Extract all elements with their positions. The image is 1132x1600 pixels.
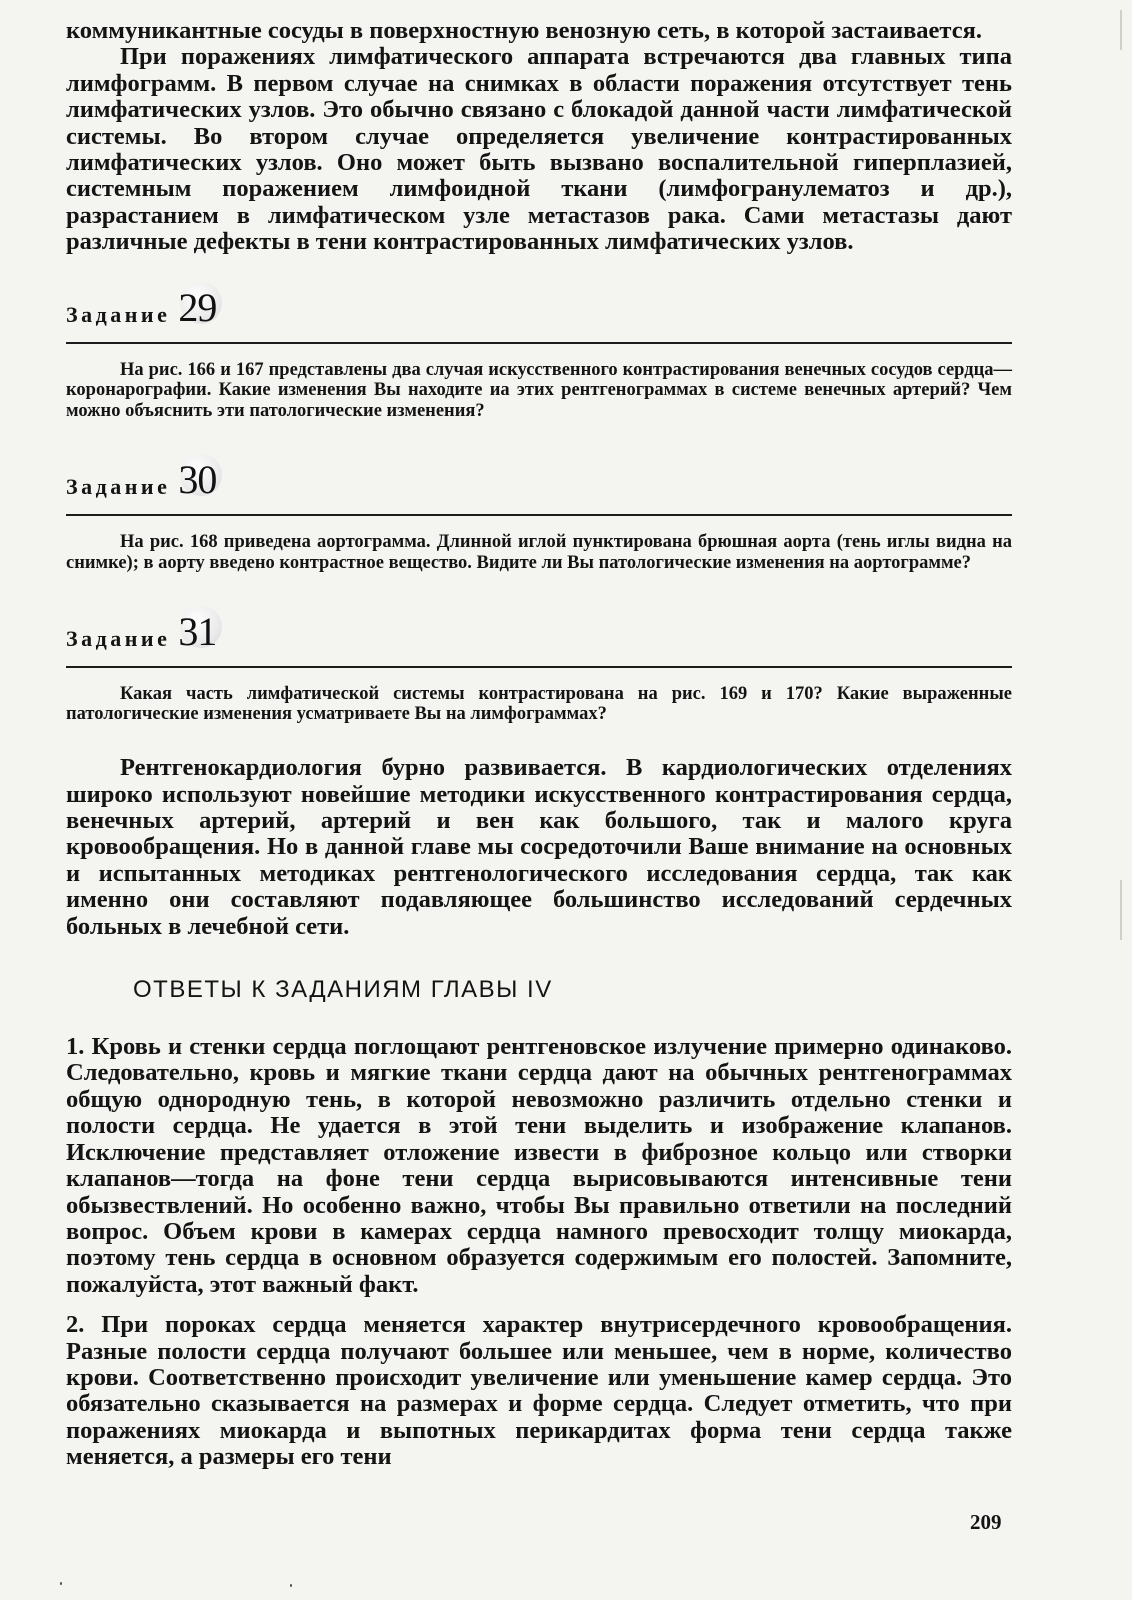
page-content xyxy=(66,18,1012,1471)
answer-number: 1. xyxy=(66,1033,85,1061)
answer-text: При пороках сердца меняется характер внутрисердечного кровообращения. Разные полости сердца получают большее или меньшее, чем в норме, количество крови. Соответственно происходит увеличение или уменьшение камер сердца. Это обязательно сказывается на размерах и форме сердца. Следует отметить, что при поражениях миокарда и выпотных перикардитах форма тени сердца также меняется, а размеры его тени xyxy=(66,1311,1013,1471)
task-number-badge xyxy=(178,454,228,503)
task-number-badge xyxy=(178,606,228,654)
task-label: Задание xyxy=(66,625,171,651)
task-29-text: На рис. 166 и 167 представлены два случая искусственного контрастирования венечных сосудов сердца—коронарографии. Какие изменения Вы находите иа этих рентгенограммах в системе венечных артерий? Чем можно объяснить эти патологические изменения? xyxy=(66,359,1012,422)
task-number: 31 xyxy=(178,608,217,654)
answer-text: Кровь и стенки сердца поглощают рентгеновское излучение примерно одинаково. Следовательно, кровь и мягкие ткани сердца дают на обычных рентгенограммах общую однородную тень, в которой невозможно различить отдельно стенки и полости сердца. Не удается в этой тени выделить и изображение клапанов. Исключение представляет отложение извести в фиброзное кольцо или створки клапанов—тогда на фоне тени сердца вырисовываются интенсивные тени обызвествлений. Но особенно важно, чтобы Вы правильно ответили на последний вопрос. Объем крови в камерах сердца намного превосходит толщу миокарда, поэтому тень сердца в основном образуется содержимым его полостей. Запомните, пожалуйста, этот важный факт. xyxy=(66,1033,1013,1298)
task-number: 30 xyxy=(178,457,217,503)
answer-1 xyxy=(66,1034,1012,1298)
task-label: Задание xyxy=(66,474,171,500)
task-29-heading xyxy=(66,270,1012,344)
scan-speck xyxy=(60,1582,62,1585)
task-30-heading xyxy=(66,442,1012,516)
answer-2 xyxy=(66,1312,1012,1470)
answers-heading: ОТВЕТЫ К ЗАДАНИЯМ ГЛАВЫ IV xyxy=(133,976,553,1004)
task-31-text: Какая часть лимфатической системы контрастирована на рис. 169 и 170? Какие выраженные патологические изменения усматриваете Вы на лимфограммах? xyxy=(66,683,1012,725)
scan-edge-mark xyxy=(1120,880,1122,940)
intro-paragraph-continued: коммуникантные сосуды в поверхностную венозную сеть, в которой застаивается. xyxy=(66,17,983,44)
task-31-heading xyxy=(66,594,1012,668)
closing-paragraph: Рентгенокардиология бурно развивается. В кардиологических отделениях широко используют новейшие методики искусственного контрастирования сердца, венечных артерий, артерий и вен как большого, так и малого круга кровообращения. Но в данной главе мы сосредоточили Ваше внимание на основных и испытанных методиках рентгенологического исследования сердца, так как именно они составляют подавляющее большинство исследований сердечных больных в лечебной сети. xyxy=(66,754,1012,940)
intro-paragraph-lymphograms: При поражениях лимфатического аппарата встречаются два главных типа лимфограмм. В первом случае на снимках в области поражения отсутствует тень лимфатических узлов. Это обычно связано с блокадой данной части лимфатической системы. Во втором случае определяется увеличение контрастированных лимфатических узлов. Оно может быть вызвано воспалительной гиперплазией, системным поражением лимфоидной ткани (лимфогранулематоз и др.), разрастанием в лимфатическом узле метастазов рака. Сами метастазы дают различные дефекты в тени контрастированных лимфатических узлов. xyxy=(66,43,1012,256)
page-number: 209 xyxy=(970,1510,1002,1534)
scan-edge-mark xyxy=(1120,10,1122,50)
task-30-text: На рис. 168 приведена аортограмма. Длинной иглой пунктирована брюшная аорта (тень иглы видна на снимке); в аорту введено контрастное вещество. Видите ли Вы патологические изменения на аортограмме? xyxy=(66,532,1012,573)
scan-speck xyxy=(290,1584,292,1587)
task-number: 29 xyxy=(178,284,217,330)
answer-number: 2. xyxy=(66,1311,85,1339)
task-label: Задание xyxy=(66,301,171,327)
task-number-badge xyxy=(178,282,228,330)
